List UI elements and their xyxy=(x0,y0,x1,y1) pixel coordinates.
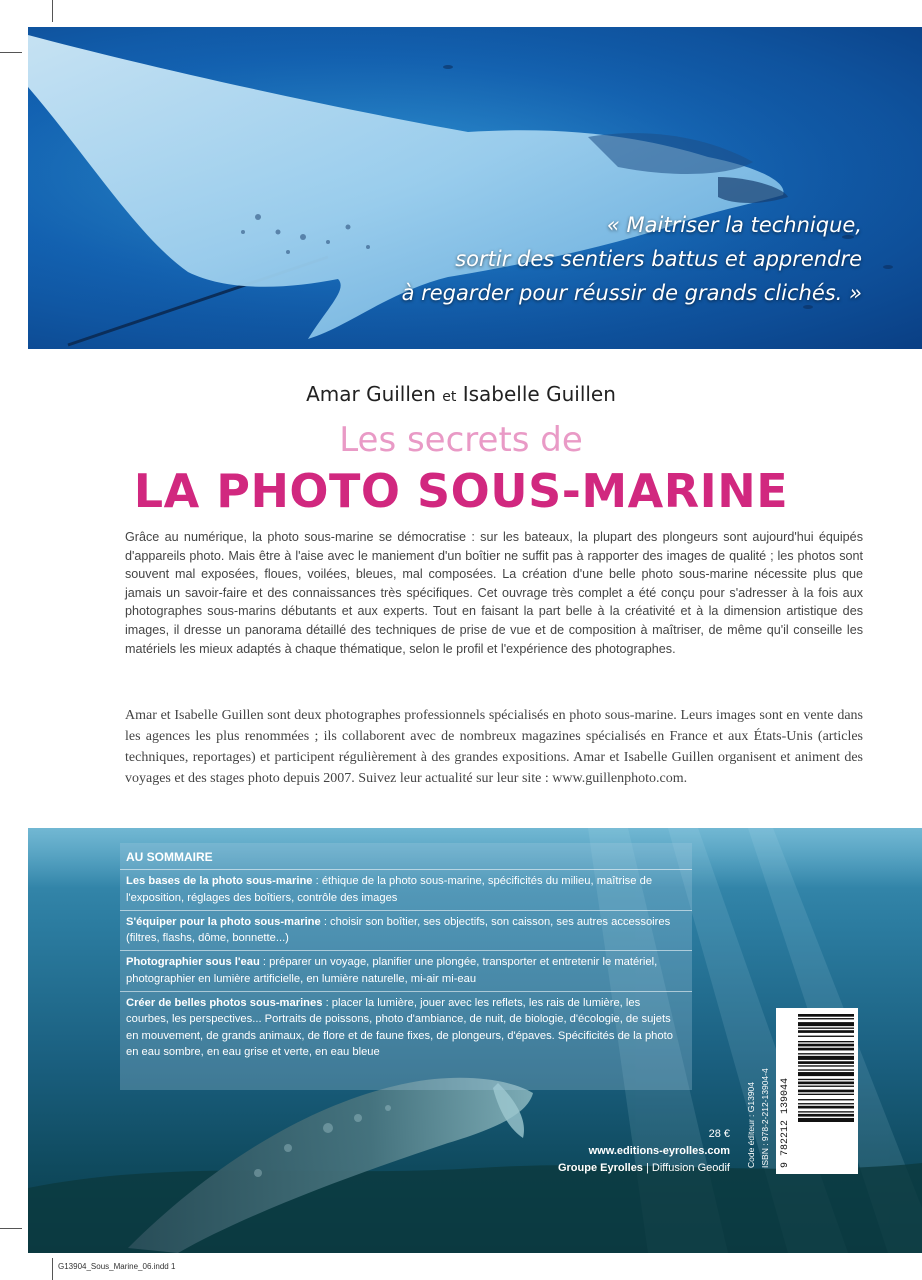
summary-box xyxy=(120,843,692,1090)
summary-item-2 xyxy=(120,910,692,951)
barcode-bar xyxy=(798,1065,854,1066)
summary-item-text: : placer la lumière, jouer avec les reflets, les rais de lumière, les courbes, les perspectives... Portraits de poissons, photo d'ambiance, de nuit, de biologie, d'écologie, de sujets en mouvement, de grands animaux, de flore et de faune fixes, de plongeurs, d'épaves. Spécificités de la photo en eau sombre, en eau grise et verte, en eau bleue xyxy=(126,997,673,1058)
authors-line xyxy=(0,382,922,406)
author-1: Amar Guillen xyxy=(306,382,436,406)
crop-mark-bottom-left-vertical xyxy=(52,1258,53,1280)
barcode-bar xyxy=(798,1086,854,1087)
summary-item-lead: Photographier sous l'eau xyxy=(126,956,260,969)
editor-code: Code éditeur : G13904 xyxy=(746,1081,756,1168)
barcode-bar xyxy=(798,1030,854,1033)
barcode-bar xyxy=(798,1022,854,1026)
publisher-group-name: Groupe Eyrolles xyxy=(557,1162,643,1174)
barcode-bar xyxy=(798,1082,854,1085)
barcode-bar xyxy=(798,1106,854,1109)
summary-item-text: : choisir son boîtier, ses objectifs, son caisson, ses autres accessoires (filtres, flashs, dôme, bonnette...) xyxy=(126,915,671,945)
isbn-code: ISBN : 978-2-212-13904-4 xyxy=(760,1068,770,1168)
barcode-bar xyxy=(798,1114,854,1117)
distribution-name: Diffusion Geodif xyxy=(651,1162,730,1174)
summary-item-lead: S'équiper pour la photo sous-marine xyxy=(126,915,321,928)
barcode-bar xyxy=(798,1028,854,1029)
author-2: Isabelle Guillen xyxy=(462,382,616,406)
vertical-codes xyxy=(742,1010,776,1170)
barcode-bar xyxy=(798,1018,854,1019)
barcode-bar xyxy=(798,1036,854,1037)
publisher-website: www.editions-eyrolles.com xyxy=(588,1145,730,1157)
publisher-group xyxy=(500,1160,730,1177)
barcode-bar xyxy=(798,1090,854,1093)
barcode-bar xyxy=(798,1048,854,1051)
publisher-block xyxy=(500,1126,730,1177)
barcode-bar xyxy=(798,1061,854,1064)
footer-filename: G13904_Sous_Marine_06.indd 1 xyxy=(58,1262,176,1271)
barcode-bar xyxy=(798,1103,854,1104)
summary-item-text: : préparer un voyage, planifier une plongée, transporter et entretenir le matériel, photographier en lumière artificielle, en lumière naturelle, mi-air mi-eau xyxy=(126,956,658,985)
book-title-line-2: LA PHOTO SOUS-MARINE xyxy=(133,464,789,518)
barcode-bar xyxy=(798,1072,854,1076)
barcode-bar xyxy=(798,1069,854,1070)
crop-mark-left-horizontal-top xyxy=(0,52,22,53)
barcode-bar xyxy=(798,1094,854,1095)
publisher-separator: | xyxy=(642,1162,652,1174)
barcode-bar xyxy=(798,1056,854,1060)
barcode-bar xyxy=(798,1044,854,1047)
top-quote xyxy=(342,208,862,310)
crop-mark-left-horizontal-bottom xyxy=(0,1228,22,1229)
description-paragraph: Grâce au numérique, la photo sous-marine se démocratise : sur les bateaux, la plupart des plongeurs sont aujourd'hui équipés d'appareils photo. Mais être à l'aise avec le maniement d'un boîtier ne suffit pas à rapporter des images de qualité ; les photos sont souvent mal exposées, floues, voilées, bleues, mal composées. La création d'une belle photo sous-marine nécessite plus que jamais un savoir-faire et des connaissances très spécifiques. Cet ouvrage très complet a été conçu pour s'adresser à la fois aux photographes sous-marins débutants et aux experts. Tout en faisant la part belle à la créativité et à la dimension artistique des images, il dresse un panorama détaillé des techniques de prise de vue et de composition à maîtriser, de même qu'il conseille les matériels les mieux adaptés à chaque thématique, selon le profil et l'expérience des photographes. xyxy=(125,530,863,656)
barcode-bar xyxy=(798,1014,854,1017)
barcode-bar xyxy=(798,1079,854,1080)
quote-line-2: sortir des sentiers battus et apprendre xyxy=(455,247,862,271)
summary-item-4 xyxy=(120,991,692,1064)
quote-line-1: « Maitriser la technique, xyxy=(606,213,862,237)
quote-line-3: à regarder pour réussir de grands clichés. » xyxy=(401,281,862,305)
barcode-bar xyxy=(798,1099,854,1100)
barcode-bar xyxy=(798,1111,854,1112)
isbn-barcode xyxy=(776,1008,858,1174)
summary-item-text: : éthique de la photo sous-marine, spécificités du milieu, maîtrise de l'exposition, réglages des boîtiers, contrôle des images xyxy=(126,875,653,904)
summary-item-lead: Les bases de la photo sous-marine xyxy=(126,875,313,888)
price: 28 € xyxy=(708,1128,730,1140)
barcode-bar xyxy=(798,1053,854,1054)
crop-mark-top-left-vertical xyxy=(52,0,53,22)
book-title-line-1: Les secrets de xyxy=(339,420,583,460)
authors-bio-paragraph: Amar et Isabelle Guillen sont deux photographes professionnels spécialisés en photo sous-marine. Leurs images sont en vente dans les agences les plus renommées ; ils collaborent avec de nombreux magazines spécialisés en France et aux États-Unis (articles techniques, reportages) et participent régulièrement à des grandes expositions. Amar et Isabelle Guillen organisent et animent des voyages et des stages photo depuis 2007. Suivez leur actualité sur leur site : www.guillenphoto.com. xyxy=(125,708,863,786)
authors-conjunction: et xyxy=(442,389,457,405)
summary-item-1 xyxy=(120,869,692,910)
barcode-bar xyxy=(798,1118,854,1122)
barcode-bar xyxy=(798,1041,854,1042)
summary-item-lead: Créer de belles photos sous-marines xyxy=(126,997,323,1010)
summary-item-3 xyxy=(120,950,692,991)
summary-heading: AU SOMMAIRE xyxy=(126,850,213,864)
barcode-digits: 9 782212 139044 xyxy=(780,1077,791,1168)
